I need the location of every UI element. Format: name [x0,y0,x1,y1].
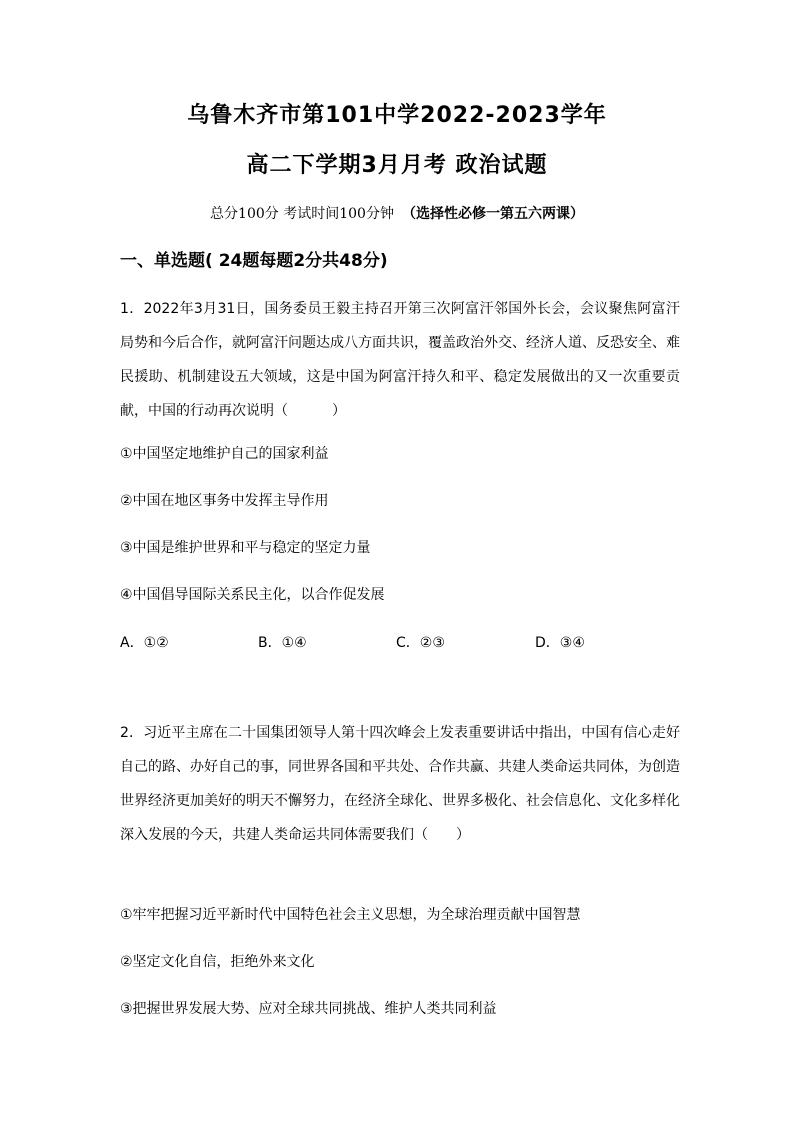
q1-statement-3: ③中国是维护世界和平与稳定的坚定力量 [120,540,371,556]
q1-statement-1: ①中国坚定地维护自己的国家利益 [120,446,329,462]
section-heading: 一、单选题( 24题每题2分共48分) [120,251,388,271]
question-2-paren-close: ） [456,827,470,843]
exam-title-line1: 乌鲁木齐市第101中学2022-2023学年 [187,103,607,128]
exam-scope-note: （选择性必修一第五六两课） [401,206,584,222]
q1-option-c: C．②③ [396,635,445,651]
q1-option-d: D．③④ [535,635,585,651]
q2-statement-2: ②坚定文化自信，拒绝外来文化 [120,954,315,970]
question-2-text: 2．习近平主席在二十国集团领导人第十四次峰会上发表重要讲话中指出，中国有信心走好自己的路、办好自己的事，同世界各国和平共处、合作共赢、共建人类命运共同体，为创造世界经济更加美好的明天不懈努力，在经济全球化、世界多极化、社会信息化、文化多样化深入发展的今天，共建人类命运共同体需要我们（ [120,725,680,843]
exam-subtitle [0,203,794,223]
question-1-text: 1．2022年3月31日，国务委员王毅主持召开第三次阿富汗邻国外长会，会议聚焦阿富汗局势和今后合作，就阿富汗问题达成八方面共识，覆盖政治外交、经济人道、反恐安全、难民援助、机制建设五大领域，这是中国为阿富汗持久和平、稳定发展做出的又一次重要贡献，中国的行动再次说明（ [120,301,680,419]
question-1-stem [120,292,680,428]
question-1-paren-close: ） [332,403,346,419]
exam-title-line2: 高二下学期3月月考 政治试题 [246,153,548,178]
q1-statement-4: ④中国倡导国际关系民主化，以合作促发展 [120,587,385,603]
question-2-stem [120,716,680,852]
q1-option-b: B．①④ [258,635,307,651]
exam-info: 总分100分 考试时间100分钟 [210,206,394,222]
q1-option-a: A．①② [120,635,169,651]
q2-statement-3: ③把握世界发展大势、应对全球共同挑战、维护人类共同利益 [120,1001,497,1017]
q2-statement-1: ①牢牢把握习近平新时代中国特色社会主义思想，为全球治理贡献中国智慧 [120,907,581,923]
q1-statement-2: ②中国在地区事务中发挥主导作用 [120,493,329,509]
